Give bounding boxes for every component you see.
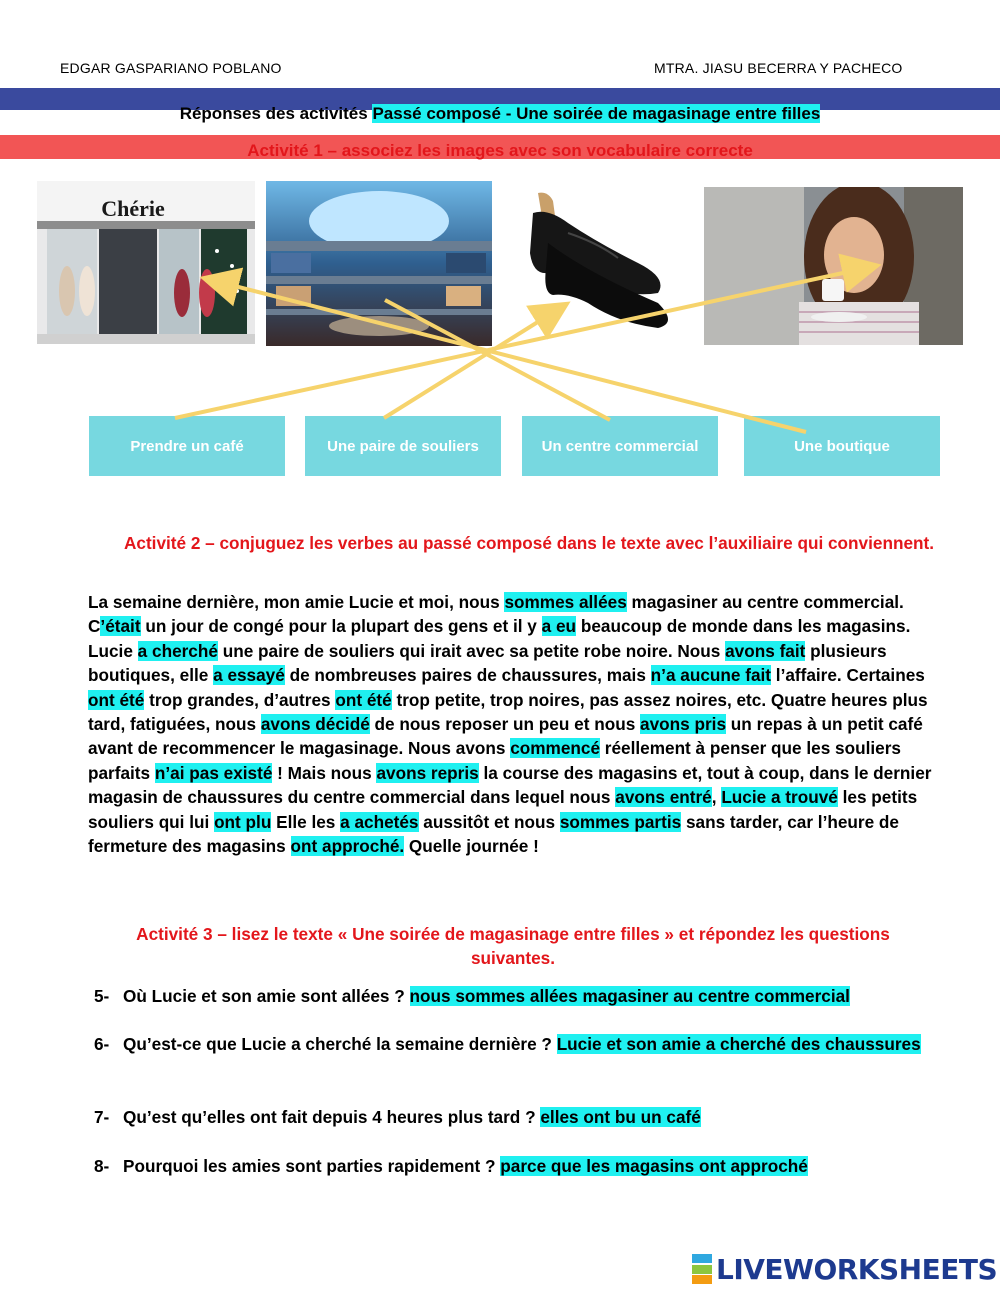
question-number: 8- (94, 1156, 110, 1176)
paragraph-text: aussitôt et nous (418, 811, 560, 832)
verb-answer[interactable]: commencé (510, 738, 601, 759)
question-7 (123, 1105, 933, 1129)
liveworksheets-logo[interactable] (692, 1252, 997, 1286)
matching-arrows (0, 0, 1000, 500)
paragraph-text: ! Mais nous (272, 762, 377, 783)
paragraph-text: la course des magasins et, tout à coup, dans le dernier magasin de chaussures du centre commercial dans lequel nous (88, 762, 932, 808)
verb-answer[interactable]: avons pris (640, 714, 727, 735)
verb-answer[interactable]: ’était (100, 616, 141, 637)
verb-answer[interactable]: n’ai pas existé (154, 762, 273, 783)
logo-badge-icon (692, 1254, 712, 1284)
logo-text: LIVEWORKSHEETS (716, 1252, 998, 1286)
verb-answer[interactable]: Lucie a trouvé (721, 787, 838, 808)
verb-answer[interactable]: avons entré (615, 787, 712, 808)
question-text: Où Lucie et son amie sont allées ? (123, 986, 410, 1006)
title-prefix: Réponses des activités (179, 104, 373, 123)
question-text: Qu’est qu’elles ont fait depuis 4 heures plus tard ? (123, 1107, 541, 1127)
activity1-heading: Activité 1 – associez les images avec son vocabulaire correcte (247, 141, 753, 160)
store-sign-text: Chérie (101, 196, 165, 221)
verb-answer[interactable]: ont approché. (290, 836, 405, 857)
answer-text[interactable]: elles ont bu un café (540, 1107, 701, 1127)
verb-answer[interactable]: a achetés (340, 811, 419, 832)
paragraph-text: un jour de congé pour la plupart des gens et il y (140, 616, 542, 637)
answer-box-boutique[interactable]: Une boutique (744, 416, 940, 476)
paragraph-text: l’affaire. Certaines (771, 665, 925, 686)
teacher-name: MTRA. JIASU BECERRA Y PACHECO (654, 60, 903, 76)
paragraph-text: trop petite, trop noires, pas assez noires, etc. Quatre heures plus tard, fatiguées, nous (88, 689, 928, 735)
arrow-cafe-to-woman (175, 268, 866, 418)
answer-box-cafe[interactable]: Prendre un café (89, 416, 285, 476)
paragraph-text: Elle les (271, 811, 341, 832)
title-highlight: Passé composé - Une soirée de magasinage entre filles (372, 104, 821, 123)
paragraph-text: , (711, 787, 722, 808)
verb-answer[interactable]: a eu (541, 616, 577, 637)
answer-text[interactable]: Lucie et son amie a cherché des chaussures (556, 1034, 921, 1054)
paragraph-text: de nombreuses paires de chaussures, mais (284, 665, 651, 686)
verb-answer[interactable]: avons repris (376, 762, 479, 783)
arrow-centre-commercial-to-mall (385, 300, 610, 420)
paragraph-text: une paire de souliers qui irait avec sa petite robe noire. Nous (217, 640, 726, 661)
verb-answer[interactable]: a essayé (213, 665, 285, 686)
paragraph-text: La semaine dernière, mon amie Lucie et moi, nous (88, 592, 505, 612)
verb-answer[interactable]: n’a aucune fait (650, 665, 772, 686)
paragraph-text: beaucoup de monde dans les magasins. Lucie (88, 616, 911, 661)
paragraph-text: sans tarder, car l’heure de fermeture des magasins (88, 811, 899, 857)
verb-answer[interactable]: ont été (335, 689, 392, 710)
student-name: EDGAR GASPARIANO POBLANO (60, 60, 282, 76)
question-5 (123, 984, 933, 1008)
answer-text[interactable]: nous sommes allées magasiner au centre commercial (409, 986, 850, 1006)
verb-answer[interactable]: avons décidé (260, 714, 370, 735)
paragraph-text: de nous reposer un peu et nous (369, 714, 641, 735)
question-6 (123, 1032, 933, 1056)
answer-box-souliers[interactable]: Une paire de souliers (305, 416, 501, 476)
question-8 (123, 1154, 933, 1178)
verb-answer[interactable]: sommes partis (559, 811, 682, 832)
question-number: 5- (94, 986, 110, 1006)
arrow-souliers-to-shoes (384, 310, 557, 418)
activity3-heading: Activité 3 – lisez le texte « Une soirée de magasinage entre filles » et répondez les questions suivantes. (136, 924, 890, 968)
paragraph-text: trop grandes, d’autres (144, 689, 336, 710)
paragraph-text: un repas à un petit café avant de recommencer le magasinage. Nous avons (88, 714, 923, 759)
question-number: 6- (94, 1034, 110, 1054)
answer-text[interactable]: parce que les magasins ont approché (500, 1156, 808, 1176)
answer-box-centre-commercial[interactable]: Un centre commercial (522, 416, 718, 476)
question-text: Qu’est-ce que Lucie a cherché la semaine dernière ? (123, 1034, 557, 1054)
paragraph-text: magasiner au centre commercial. C (88, 592, 904, 637)
verb-answer[interactable]: a cherché (137, 640, 218, 661)
verb-answer[interactable]: ont été (88, 689, 145, 710)
activity2-heading: Activité 2 – conjuguez les verbes au passé composé dans le texte avec l’auxiliaire qui conviennent. (123, 533, 935, 553)
paragraph-text: les petits souliers qui lui (88, 787, 918, 832)
paragraph-text: Quelle journée ! (404, 836, 539, 857)
activity2-paragraph (88, 590, 938, 858)
question-number: 7- (94, 1107, 110, 1127)
verb-answer[interactable]: sommes allées (504, 592, 627, 612)
paragraph-text: plusieurs boutiques, elle (88, 640, 887, 686)
paragraph-text: réellement à penser que les souliers parfaits (88, 738, 901, 783)
question-text: Pourquoi les amies sont parties rapidement ? (123, 1156, 501, 1176)
verb-answer[interactable]: ont plu (214, 811, 272, 832)
arrow-boutique-to-store (215, 281, 806, 432)
verb-answer[interactable]: avons fait (725, 640, 806, 661)
